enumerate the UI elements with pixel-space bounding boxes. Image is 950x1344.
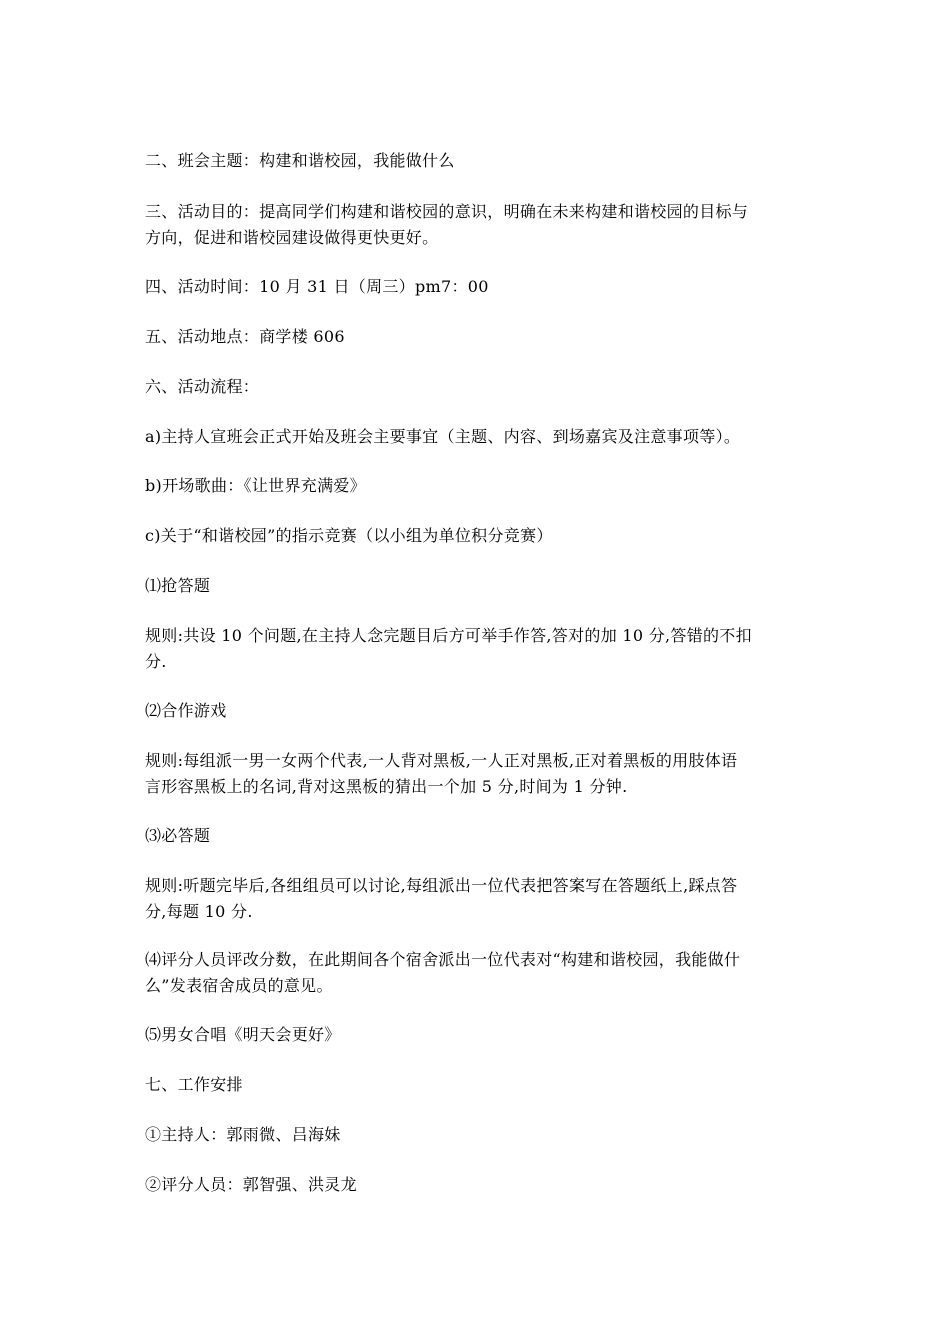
game-2-rules-line-2: 言形容黑板上的名词,背对这黑板的猜出一个加 5 分,时间为 1 分钟. bbox=[145, 777, 628, 796]
work-hosts: ①主持人：郭雨微、吕海妹 bbox=[145, 1125, 341, 1144]
section-3-purpose-line-2: 方向，促进和谐校园建设做得更快更好。 bbox=[145, 228, 439, 247]
process-item-b: b)开场歌曲：《让世界充满爱》 bbox=[145, 476, 366, 495]
game-3-rules-line-2: 分,每题 10 分. bbox=[145, 902, 253, 921]
game-1-rules-line-2: 分. bbox=[145, 652, 167, 671]
item-5-chorus: ⑸男女合唱《明天会更好》 bbox=[145, 1025, 341, 1044]
work-scorers: ②评分人员：郭智强、洪灵龙 bbox=[145, 1175, 357, 1194]
game-3-rules-line-1: 规则:听题完毕后,各组组员可以讨论,每组派出一位代表把答案写在答题纸上,踩点答 bbox=[145, 876, 738, 895]
section-7-work-heading: 七、工作安排 bbox=[145, 1075, 243, 1094]
game-1-rules-line-1: 规则:共设 10 个问题,在主持人念完题目后方可举手作答,答对的加 10 分,答错的不扣 bbox=[145, 626, 752, 645]
game-1-title: ⑴抢答题 bbox=[145, 576, 211, 595]
item-4-line-1: ⑷评分人员评改分数，在此期间各个宿舍派出一位代表对“构建和谐校园，我能做什 bbox=[145, 950, 741, 969]
section-2-theme: 二、班会主题：构建和谐校园，我能做什么 bbox=[145, 151, 455, 170]
section-5-location: 五、活动地点：商学楼 606 bbox=[145, 327, 345, 346]
item-4-line-2: 么”发表宿舍成员的意见。 bbox=[145, 976, 333, 995]
section-4-time: 四、活动时间：10 月 31 日（周三）pm7：00 bbox=[145, 277, 489, 296]
section-3-purpose-line-1: 三、活动目的：提高同学们构建和谐校园的意识，明确在未来构建和谐校园的目标与 bbox=[145, 202, 749, 221]
game-3-title: ⑶必答题 bbox=[145, 826, 211, 845]
process-item-c: c)关于“和谐校园”的指示竞赛（以小组为单位积分竞赛） bbox=[145, 526, 553, 545]
game-2-rules-line-1: 规则:每组派一男一女两个代表,一人背对黑板,一人正对黑板,正对着黑板的用肢体语 bbox=[145, 751, 738, 770]
game-2-title: ⑵合作游戏 bbox=[145, 701, 227, 720]
section-6-process-heading: 六、活动流程： bbox=[145, 377, 260, 396]
process-item-a: a)主持人宣班会正式开始及班会主要事宜（主题、内容、到场嘉宾及注意事项等）。 bbox=[145, 427, 741, 446]
